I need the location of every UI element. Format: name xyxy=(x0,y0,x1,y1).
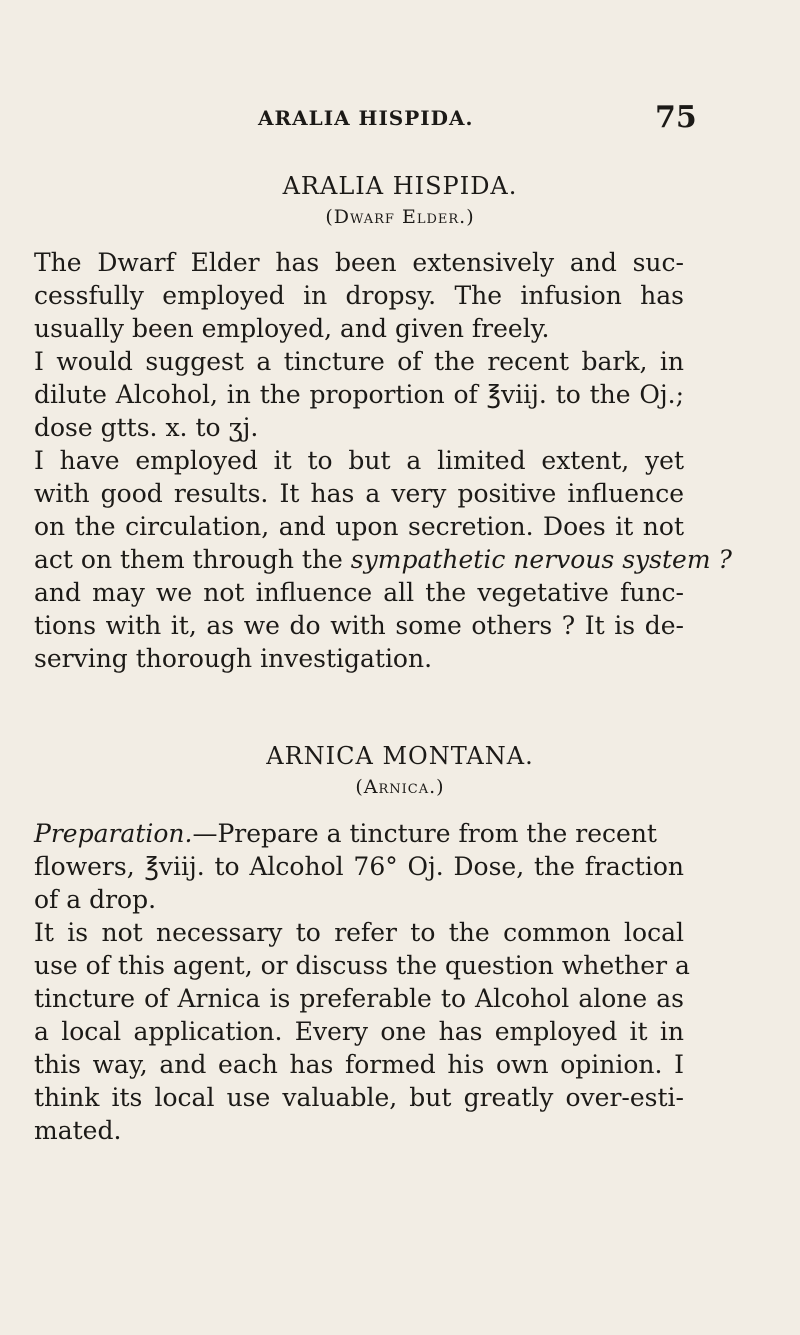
line-text: act on them through the xyxy=(34,545,351,574)
running-head-title: ARALIA HISPIDA. xyxy=(258,106,474,130)
paragraph-line: I have employed it to but a limited extent, yet xyxy=(34,446,684,475)
paragraph-line: on the circulation, and upon secretion. Does it not xyxy=(34,512,684,541)
paragraph-line: tincture of Arnica is preferable to Alcohol alone as xyxy=(34,984,684,1013)
section-subtitle-aralia: (Dwarf Elder.) xyxy=(325,206,475,228)
paragraph-line: dilute Alcohol, in the proportion of ℥viij. to the Oj.; xyxy=(34,380,684,409)
paragraph-line: I would suggest a tincture of the recent bark, in xyxy=(34,347,684,376)
paragraph-line: mated. xyxy=(34,1116,122,1145)
paragraph-line: It is not necessary to refer to the common local xyxy=(34,918,684,947)
paragraph-line: tions with it, as we do with some others ? It is de- xyxy=(34,611,684,640)
paragraph-line: serving thorough investigation. xyxy=(34,644,433,673)
paragraph-line: think its local use valuable, but greatly over-esti- xyxy=(34,1083,684,1112)
section-subtitle-arnica: (Arnica.) xyxy=(355,776,445,798)
paragraph-line: dose gtts. x. to ʒj. xyxy=(34,413,259,442)
paragraph-line: The Dwarf Elder has been extensively and suc- xyxy=(34,248,684,277)
paragraph-line: this way, and each has formed his own opinion. I xyxy=(34,1050,684,1079)
paragraph-line: cessfully employed in dropsy. The infusion has xyxy=(34,281,684,310)
paragraph-line: a local application. Every one has employed it in xyxy=(34,1017,684,1046)
preparation-label: Preparation. xyxy=(34,819,193,848)
paragraph-line: usually been employed, and given freely. xyxy=(34,314,550,343)
paragraph-line: flowers, ℥viij. to Alcohol 76° Oj. Dose, the fraction xyxy=(34,852,684,881)
section-title-arnica: ARNICA MONTANA. xyxy=(266,742,534,770)
line-text: —Prepare a tincture from the recent xyxy=(192,819,657,848)
paragraph-line xyxy=(34,544,732,576)
running-head xyxy=(0,100,800,144)
paragraph-line: with good results. It has a very positive influence xyxy=(34,479,684,508)
page-number: 75 xyxy=(655,100,697,135)
paragraph-line: use of this agent, or discuss the question whether a xyxy=(34,951,690,980)
paragraph-line xyxy=(34,818,684,850)
paragraph-line: of a drop. xyxy=(34,885,157,914)
section-title-aralia: ARALIA HISPIDA. xyxy=(282,172,518,200)
paragraph-line: and may we not influence all the vegetative func- xyxy=(34,578,684,607)
italic-phrase: sympathetic nervous system ? xyxy=(350,545,732,574)
